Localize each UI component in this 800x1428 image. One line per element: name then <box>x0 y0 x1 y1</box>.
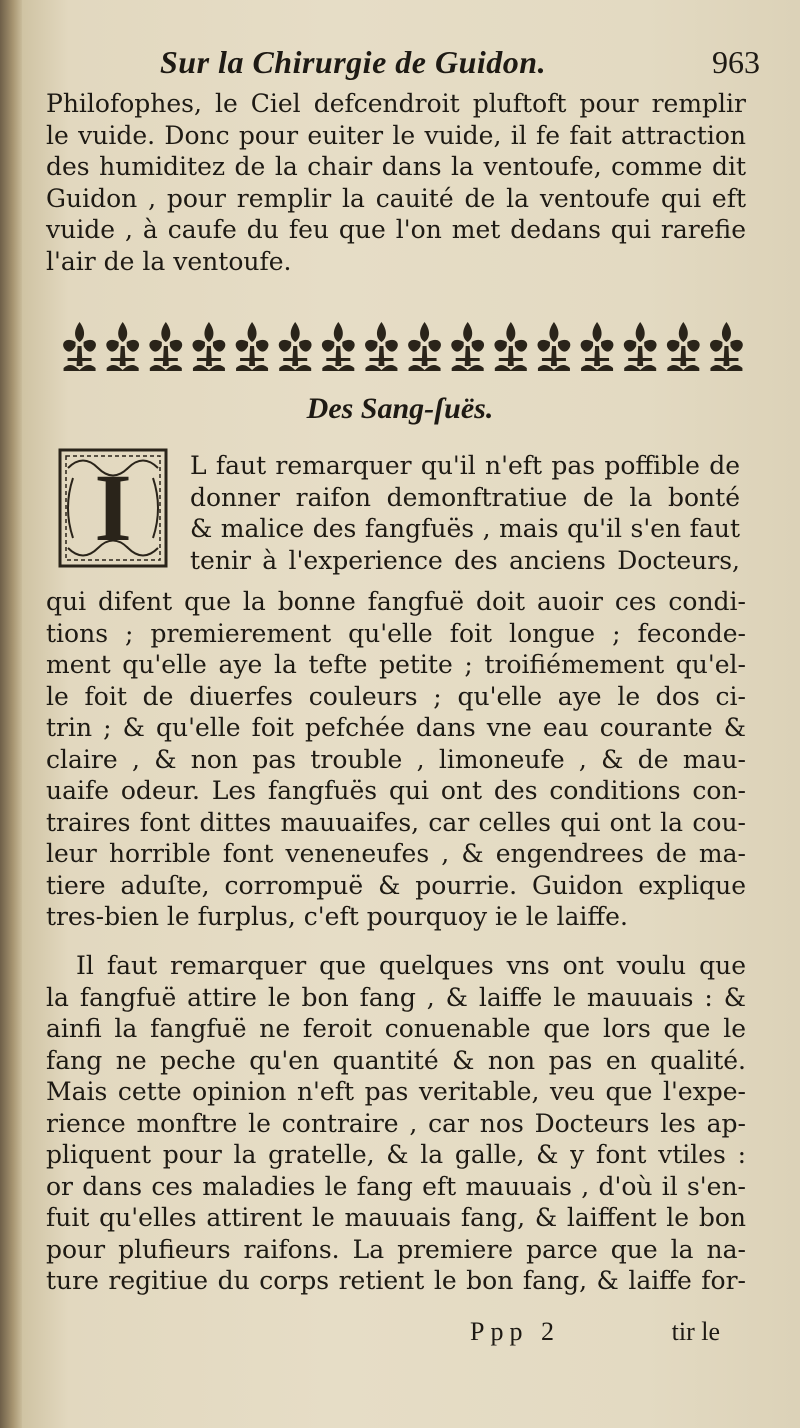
text-line: des humiditez de la chair dans la ventoufe, comme dit <box>46 152 746 181</box>
text-line: uaife odeur. Les fangfuës qui ont des conditions con- <box>46 776 746 805</box>
text-line: tiere aduſte, corrompuë & pourrie. Guidon explique <box>46 870 746 900</box>
section-title: Des Sang-ſuës. <box>306 392 494 425</box>
text-line: tenir à l'experience des anciens Docteurs, <box>190 545 740 575</box>
text-line: or dans ces maladies le fang eft mauuais , d'où il s'en- <box>46 1171 746 1201</box>
fleuron-icon <box>365 322 398 371</box>
fleuron-icon <box>667 322 700 371</box>
text-line: la fangfuë attire le bon fang , & laiffe le mauuais : & <box>46 982 746 1012</box>
fleuron-icon <box>624 322 657 371</box>
fleuron-icon <box>193 322 226 371</box>
text-line: qui difent que la bonne fangfuë doit auoir ces condi- <box>46 587 746 616</box>
text-line: Mais cette opinion n'eft pas veritable, veu que l'expe- <box>46 1077 746 1106</box>
text-line: rience monftre le contraire , car nos Docteurs les ap- <box>46 1108 746 1138</box>
page-number: 963 <box>712 44 760 80</box>
text-line: l'air de la ventoufe. <box>46 246 292 276</box>
text-line: Philofophes, le Ciel defcendroit pluftoft pour remplir <box>46 89 746 118</box>
text-line: le foit de diuerfes couleurs ; qu'elle aye le dos ci- <box>46 681 746 711</box>
text-line: ture regitiue du corps retient le bon fang, & laiffe for- <box>46 1266 746 1295</box>
fleuron-icon <box>236 322 269 371</box>
paragraph-sangsues <box>46 586 746 933</box>
initial-letter: I <box>94 454 132 561</box>
text-line: fang ne peche qu'en quantité & non pas en qualité. <box>46 1045 746 1075</box>
fleuron-icon <box>279 322 312 371</box>
text-line: traires font dittes mauuaifes, car celles qui ont la cou- <box>46 807 746 837</box>
text-line: vuide , à caufe du feu que l'on met dedans qui rarefie <box>46 215 746 244</box>
decorated-initial <box>58 448 168 568</box>
paragraph-continued <box>46 88 746 277</box>
fleuron-icon <box>149 322 182 371</box>
text-line: L faut remarquer qu'il n'eft pas poffible de <box>190 451 740 480</box>
text-line: tres-bien le furplus, c'eft pourquoy ie le laiffe. <box>46 902 628 931</box>
fleuron-icon <box>538 322 571 371</box>
text-line: tions ; premierement qu'elle foit longue ; feconde- <box>46 618 746 648</box>
page-footer <box>460 1317 760 1351</box>
book-gutter <box>0 0 22 1428</box>
text-line: Guidon , pour remplir la cauité de la ventoufe qui eft <box>46 183 746 213</box>
text-line: pliquent pour la gratelle, & la galle, & y font vtiles : <box>46 1140 746 1169</box>
text-line: leur horrible font veneneufes , & engendrees de ma- <box>46 839 746 868</box>
fleuron-icon <box>63 322 96 371</box>
text-line: ainfi la fangfuë ne feroit conuenable que lors que le <box>46 1014 746 1043</box>
catchword: tir le <box>671 1317 720 1346</box>
signature-mark: Ppp 2 <box>470 1317 560 1346</box>
text-line: trin ; & qu'elle foit pefchée dans vne eau courante & <box>46 713 746 742</box>
text-line: ment qu'elle aye la tefte petite ; troifiémement qu'el- <box>46 650 746 679</box>
fleuron-icon <box>322 322 355 371</box>
text-line: & malice des fangfuës , mais qu'il s'en faut <box>190 514 740 543</box>
text-line: pour plufieurs raifons. La premiere parce que la na- <box>46 1234 746 1264</box>
fleuron-icon <box>451 322 484 371</box>
text-line: Il faut remarquer que quelques vns ont voulu que <box>76 951 746 980</box>
fleuron-icon <box>106 322 139 371</box>
fleuron-icon <box>710 322 743 371</box>
running-title: Sur la Chirurgie de Guidon. <box>160 44 547 80</box>
fleuron-ornament-band <box>58 318 748 374</box>
text-line: claire , & non pas trouble , limoneufe , & de mau- <box>46 744 746 774</box>
paragraph-opening <box>190 450 740 576</box>
text-line: fuit qu'elles attirent le mauuais fang, & laiffent le bon <box>46 1203 746 1232</box>
text-line: donner raifon demonftratiue de la bonté <box>190 482 740 512</box>
text-line: le vuide. Donc pour euiter le vuide, il fe fait attraction <box>46 120 746 150</box>
paragraph-opinion <box>46 950 746 1297</box>
fleuron-icon <box>581 322 614 371</box>
fleuron-icon <box>408 322 441 371</box>
fleuron-icon <box>494 322 527 371</box>
